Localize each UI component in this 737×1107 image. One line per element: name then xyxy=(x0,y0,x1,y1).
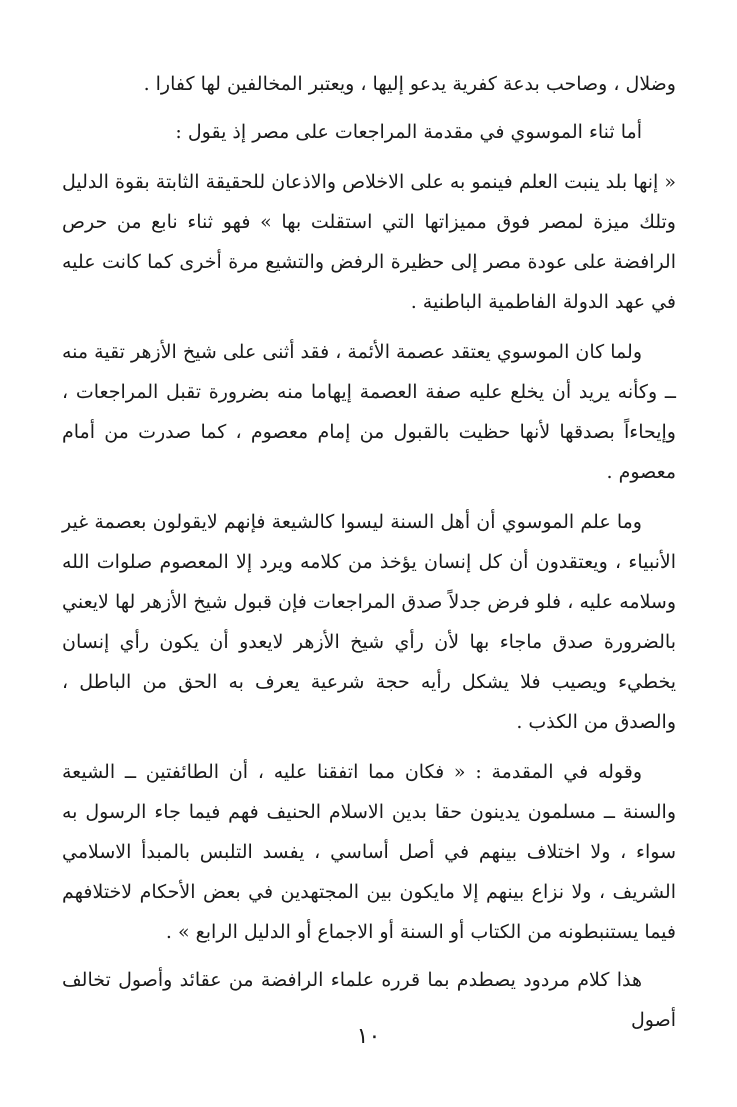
paragraph-7: هذا كلام مردود يصطدم بما قرره علماء الرافضة من عقائد وأصول تخالف أصول xyxy=(62,969,676,1031)
paragraph-5: وما علم الموسوي أن أهل السنة ليسوا كالشيعة فإنهم لايقولون بعصمة غير الأنبياء ، ويعتقدون أن كل إنسان يؤخذ من كلامه ويرد إلا المعصوم صلوات الله وسلامه عليه ، فلو فرض جدلاً صدق المراجعات فإن قبول شيخ الأزهر لها لايعني بالضرورة صدق ماجاء بها لأن رأي شيخ الأزهر لايعدو أن يكون رأي إنسان يخطيء ويصيب فلا يشكل رأيه حجة شرعية يعرف به الحق من الباطل ، والصدق من الكذب . xyxy=(62,511,676,733)
page-body xyxy=(62,64,676,1040)
paragraph-6: وقوله في المقدمة : « فكان مما اتفقنا عليه ، أن الطائفتين ــ الشيعة والسنة ــ مسلمون يدينون حقا بدين الاسلام الحنيف فهم فيما جاء الرسول به سواء ، ولا اختلاف بينهم في أصل أساسي ، يفسد التلبس بالمبدأ الاسلامي الشريف ، ولا نزاع بينهم إلا مايكون بين المجتهدين في بعض الأحكام لاختلافهم فيما يستنبطونه من الكتاب أو السنة أو الاجماع أو الدليل الرابع » . xyxy=(62,761,676,943)
page-number: ١٠ xyxy=(356,1024,381,1049)
paragraph-3: « إنها بلد ينبت العلم فينمو به على الاخلاص والاذعان للحقيقة الثابتة بقوة الدليل وتلك ميزة لمصر فوق مميزاتها التي استقلت بها » فهو ثناء نابع من حرص الرافضة على عودة مصر إلى حظيرة الرفض والتشيع مرة أخرى كما كانت عليه في عهد الدولة الفاطمية الباطنية . xyxy=(62,171,676,313)
paragraph-2: أما ثناء الموسوي في مقدمة المراجعات على مصر إذ يقول : xyxy=(175,121,642,143)
paragraph-4: ولما كان الموسوي يعتقد عصمة الأئمة ، فقد أثنى على شيخ الأزهر تقية منه ــ وكأنه يريد أن يخلع عليه صفة العصمة إيهاما منه بضرورة تقبل المراجعات ، وإيحاءاً بصدقها لأنها حظيت بالقبول من إمام معصوم ، كما صدرت من أمام معصوم . xyxy=(62,341,676,483)
paragraph-1: وضلال ، وصاحب بدعة كفرية يدعو إليها ، ويعتبر المخالفين لها كفارا . xyxy=(143,73,676,95)
